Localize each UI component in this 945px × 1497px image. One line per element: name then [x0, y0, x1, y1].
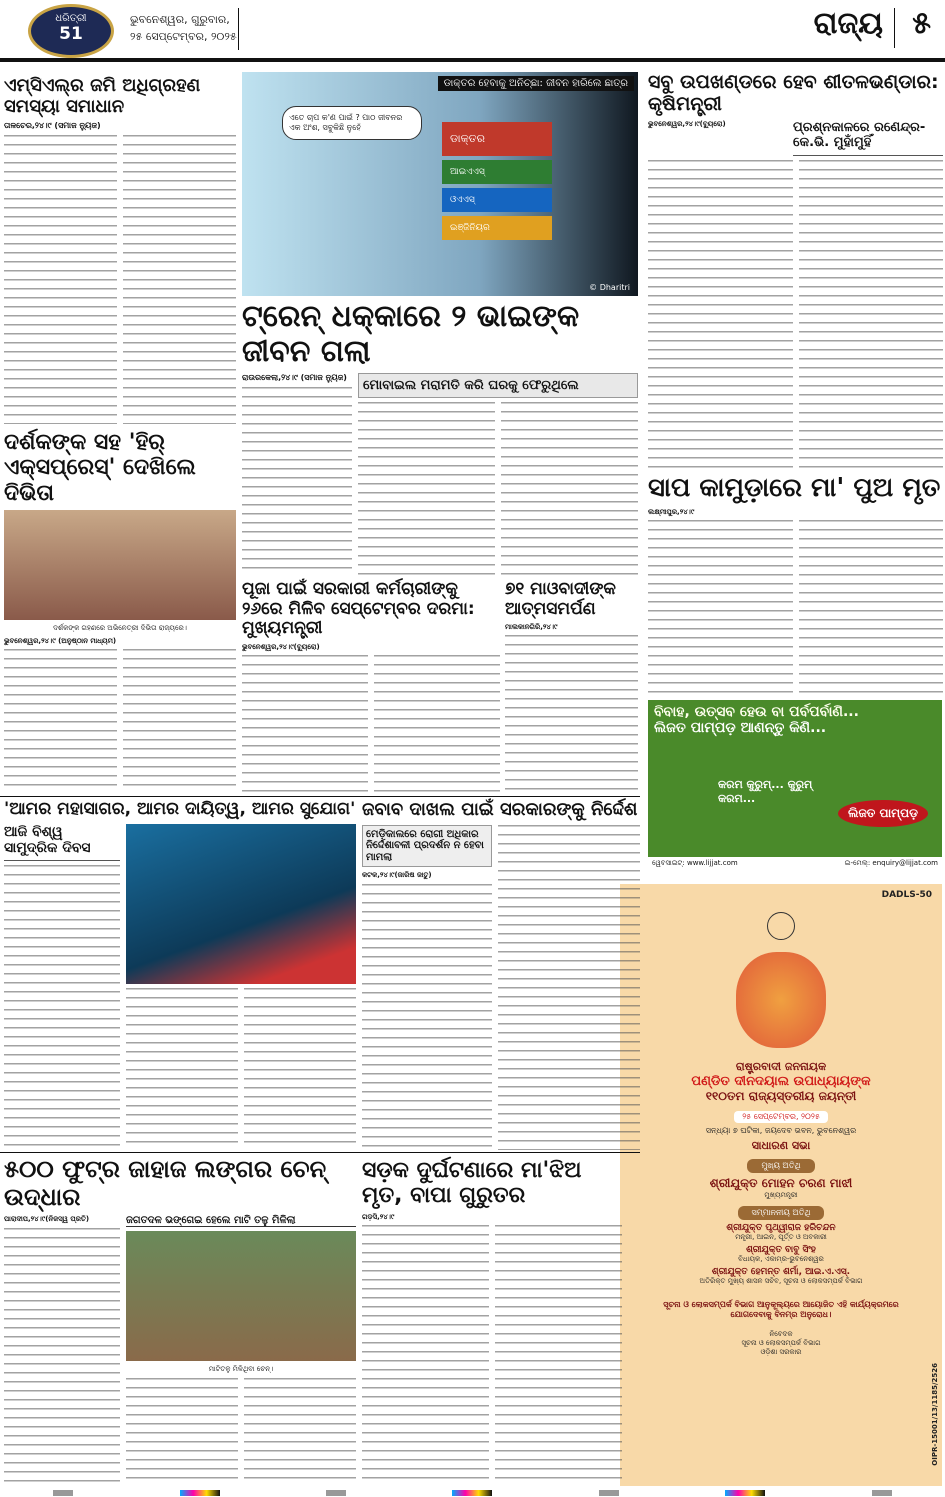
cold-storage-headline: ସବୁ ଉପଖଣ୍ଡରେ ହେବ ଶୀତଳଭଣ୍ଡାର: କୃଷିମନ୍ତ୍ରୀ: [648, 71, 939, 115]
masthead-rule: [0, 58, 945, 62]
date: ୨୫ ସେପ୍ଟେମ୍ବର, ୨୦୨୫: [130, 29, 237, 43]
masthead: [0, 0, 945, 60]
mcl-headline: ଏମ୍ସିଏଲ୍‌ର ଜମି ଅଧିଗ୍ରହଣ ସମସ୍ୟା ସମାଧାନ: [4, 75, 201, 117]
lijjat-email[interactable]: ଇ-ମେଲ୍: enquiry@lijjat.com: [844, 859, 938, 867]
ocean-story: [4, 800, 356, 1150]
registration-marks: [0, 1488, 945, 1497]
lijjat-slogan: କରମ କୁରୁମ୍... କୁରୁମ୍ କରମ...: [718, 778, 813, 805]
logo-years: 51: [59, 24, 83, 44]
anchor-photo: [126, 1231, 356, 1361]
cold-storage-story: [648, 72, 943, 470]
book: ଓଏଏସ୍: [442, 188, 552, 212]
anchor-dateline: ପାରାଦୀପ,୨୪।୯(ନିଜସ୍ୱ ପ୍ରତି): [4, 1215, 90, 1224]
govt-ad: [620, 884, 942, 1486]
salary-dateline: ଭୁବନେଶ୍ୱର,୨୪।୯(ବ୍ୟୁରୋ): [242, 642, 320, 651]
film-caption: ଦର୍ଶକଙ୍କ ଗହଣରେ ଅଭିନେତ୍ରୀ ଦିଭିତା ରାଜ୍ୟରେ।: [53, 623, 187, 632]
court-headline: ଜବାବ ଦାଖଲ ପାଇଁ ସରକାରଙ୍କୁ ନିର୍ଦ୍ଦେଶ: [362, 799, 638, 820]
guest-1-role: ମନ୍ତ୍ରୀ, ଆଇନ, ପୂର୍ତ୍ତ ଓ ଅବକାରୀ: [735, 1233, 827, 1241]
guest-2-role: ବିଧାୟକ, ଏକାମ୍ର-ଭୁବନେଶ୍ୱର: [738, 1255, 824, 1263]
mcl-dateline: ତାଳଚେର,୨୪।୯ (ସମାଜ ନ୍ୟୁଜ): [4, 121, 101, 131]
ocean-photo: [126, 824, 356, 984]
chief-guest: ଶ୍ରୀଯୁକ୍ତ ମୋହନ ଚରଣ ମାଝୀ: [709, 1176, 853, 1190]
logo-text: ଧରିତ୍ରୀ: [55, 13, 87, 24]
section-title: ରାଜ୍ୟ: [813, 6, 883, 41]
court-dateline: କଟକ,୨୪।୯(ଜାରିଷ ଜାତୁ): [362, 871, 432, 880]
maoist-dateline: ମାଲକାନଗିରି,୨୪।୯: [505, 623, 558, 632]
salary-story: [242, 580, 500, 792]
guest-2: ଶ୍ରୀଯୁକ୍ତ ବାବୁ ସିଂହ: [746, 1245, 816, 1255]
book: ଡାକ୍ତର: [442, 122, 552, 156]
ocean-headline: 'ଆମର ମହାସାଗର, ଆମର ଦାୟିତ୍ୱ, ଆମର ସୁଯୋଗ': [4, 799, 356, 819]
lijjat-website[interactable]: ୱେବସାଇଟ୍: www.lijjat.com: [652, 859, 738, 867]
film-dateline: ଭୁବନେଶ୍ୱର,୨୪।୯ (ଅନୁଷ୍ଠାନ ମାଧ୍ୟମ): [4, 636, 117, 645]
court-story: [362, 800, 640, 1150]
chief-guest-label: ମୁଖ୍ୟ ଅତିଥି: [747, 1159, 814, 1173]
anchor-headline: ୫୦୦ ଫୁଟ୍‌ର ଜାହାଜ ଲଙ୍ଗର ଚେନ୍ ଉଦ୍ଧାର: [4, 1155, 327, 1211]
train-dateline: ରାଉରକେଲା,୨୪।୯ (ସମାଜ ନ୍ୟୁଜ): [242, 373, 347, 382]
cartoon-caption: ଡାକ୍ତର ହେବାକୁ ଅନିଚ୍ଛା: ଜୀବନ ହାରିଲେ ଛାତ୍ର: [438, 76, 634, 91]
chief-guest-role: ମୁଖ୍ୟମନ୍ତ୍ରୀ: [764, 1191, 798, 1199]
issuer-label: ନିବେଦକ: [769, 1330, 793, 1338]
ad-meeting: ସାଧାରଣ ସଭା: [751, 1139, 811, 1152]
lijjat-logo: ଲିଜତ ପାମ୍ପଡ଼: [838, 800, 928, 827]
logo: [28, 4, 114, 58]
book: ଇଞ୍ଜିନିୟର: [442, 216, 552, 240]
guest-3-role: ଅତିରିକ୍ତ ମୁଖ୍ୟ ଶାସନ ସଚିବ, ସୂଚନା ଓ ଲୋକସମ୍ପର୍କ ବିଭାଗ: [699, 1277, 863, 1285]
anchor-story: [4, 1156, 356, 1486]
lijjat-ad: [648, 700, 942, 870]
ad-date: ୨୫ ସେପ୍ଟେମ୍ବର, ୨୦୨୫: [734, 1111, 828, 1123]
road-dateline: ଗଡ଼ସି,୨୪।୯: [362, 1212, 395, 1221]
ad-venue: ସନ୍ଧ୍ୟା ୭ ଘଟିକା, ଜୟଦେବ ଭବନ, ଭୁବନେଶ୍ୱର: [705, 1126, 857, 1135]
oipr-code: OIPR-15001/13/1185/2526: [931, 1363, 939, 1466]
odisha-emblem: [767, 912, 795, 940]
film-photo: [4, 510, 236, 620]
road-headline: ସଡ଼କ ଦୁର୍ଘଟଣାରେ ମା'ଝିଅ ମୃତ, ବାପା ଗୁରୁତର: [362, 1158, 582, 1209]
train-story: [242, 300, 638, 576]
ocean-box: ଆଜି ବିଶ୍ୱ ସାମୁଦ୍ରିକ ଦିବସ: [4, 824, 120, 861]
section-rule: [0, 1152, 640, 1153]
maoist-headline: ୭୧ ମାଓବାଦୀଙ୍କ ଆତ୍ମସମର୍ପଣ: [505, 579, 616, 619]
portrait: [736, 952, 826, 1048]
cartoon-credit: © Dharitri: [589, 283, 630, 292]
salary-headline: ପୂଜା ପାଇଁ ସରକାରୀ କର୍ମଚାରୀଙ୍କୁ ୨୬ରେ ମିଳିବ ସେପ୍ଟେମ୍ବର ଦରମା: ମୁଖ୍ୟମନ୍ତ୍ରୀ: [242, 579, 475, 639]
snake-dateline: ଲକ୍ଷ୍ମୀପୁର,୨୪।୯: [648, 507, 695, 516]
snake-headline: ସାପ କାମୁଡ଼ାରେ ମା' ପୁଅ ମୃତ: [648, 473, 941, 503]
cold-storage-dateline: ଭୁବନେଶ୍ୱର,୨୪।୯(ବ୍ୟୁରୋ): [648, 119, 726, 128]
train-kicker: ମୋବାଇଲ ମରାମତି କରି ଘରକୁ ଫେରୁଥିଲେ: [358, 373, 638, 398]
anchor-photo-title: ଜଗତଦଳ ଭଙ୍ଗେଇ ହେଲେ ମାଟି ତଳୁ ମିଳିଲା: [126, 1215, 356, 1227]
guest-label: ସମ୍ମାନନୀୟ ଅତିଥି: [738, 1206, 825, 1220]
cartoon: [242, 72, 638, 296]
guest-1: ଶ୍ରୀଯୁକ୍ତ ପୃଥ୍ୱୀରାଜ ହରିଚନ୍ଦନ: [726, 1223, 836, 1233]
speech-bubble: ଏତେ ଚାପ କ'ଣ ପାଇଁ ? ପାଠ ଜୀବନର ଏକ ଅଂଶ, ସବୁକିଛି ନୁହେଁ: [282, 106, 422, 140]
book: ଆଇଏଏସ୍: [442, 160, 552, 184]
mcl-story: [4, 76, 236, 424]
film-story: [4, 430, 236, 792]
issuer-govt: ଓଡ଼ିଶା ସରକାର: [760, 1348, 802, 1356]
issuer: ସୂଚନା ଓ ଲୋକସମ୍ପର୍କ ବିଭାଗ: [741, 1339, 821, 1347]
anchor-caption: ମାଟିତଳୁ ମିଳିଥିବା ଚେନ୍।: [208, 1365, 274, 1374]
lijjat-line2: ଲିଜତ ପାମ୍ପଡ଼ ଆଣନ୍ତୁ କିଣି...: [654, 720, 827, 736]
place-day: ଭୁବନେଶ୍ୱର, ଗୁରୁବାର,: [130, 13, 230, 26]
lijjat-line1: ବିବାହ, ଉତ୍ସବ ହେଉ ବା ପର୍ବପର୍ବାଣି...: [654, 704, 859, 720]
page-number: ୫: [912, 6, 931, 41]
section-rule: [0, 796, 640, 797]
guest-3: ଶ୍ରୀଯୁକ୍ତ ହେମନ୍ତ ଶର୍ମା, ଆଇ.ଏ.ଏସ୍.: [711, 1267, 851, 1277]
court-box: ମେଡ଼ିକାଲରେ ରୋଗୀ ଅଧିକାର ନିର୍ଦ୍ଦେଶାବଳୀ ପ୍ରଦର୍ଶନ ନ ହେବା ମାମଲା: [362, 825, 492, 868]
ad-line3: ୧୧୦ତମ ରାଜ୍ୟସ୍ତରୀୟ ଜୟନ୍ତୀ: [705, 1089, 857, 1103]
train-headline: ଟ୍ରେନ୍ ଧକ୍କାରେ ୨ ଭାଇଙ୍କ ଜୀବନ ଗଲା: [242, 299, 580, 369]
ad-code: DADLS-50: [881, 890, 932, 900]
masthead-divider: [238, 8, 239, 50]
ad-line1: ରାଷ୍ଟ୍ରବାଦୀ ଜନନାୟକ: [735, 1060, 827, 1073]
section-divider: [894, 8, 895, 48]
question-hour-box: ପ୍ରଶ୍ନକାଳରେ ରଣେନ୍ଦ୍ର-କେ.ଭି. ମୁହାଁମୁହିଁ: [793, 120, 943, 156]
snake-story: [648, 474, 943, 696]
ad-line2: ପଣ୍ଡିତ ଦୀନଦୟାଲ ଉପାଧ୍ୟାୟଙ୍କ: [691, 1074, 871, 1089]
invite-text: ସୂଚନା ଓ ଲୋକସମ୍ପର୍କ ବିଭାଗ ଆନୁକୂଲ୍ୟରେ ଆୟୋଜିତ ଏହି କାର୍ଯ୍ୟକ୍ରମରେ ଯୋଗଦେବାକୁ ବିନମ୍ର ଅନୁରୋଧ।: [663, 1300, 899, 1319]
road-story: [362, 1158, 622, 1486]
film-headline: ଦର୍ଶକଙ୍କ ସହ 'ହିର୍ ଏକ୍ସପ୍ରେସ୍' ଦେଖିଲେ ଦିଭିତା: [4, 430, 196, 506]
maoist-story: [505, 580, 638, 792]
